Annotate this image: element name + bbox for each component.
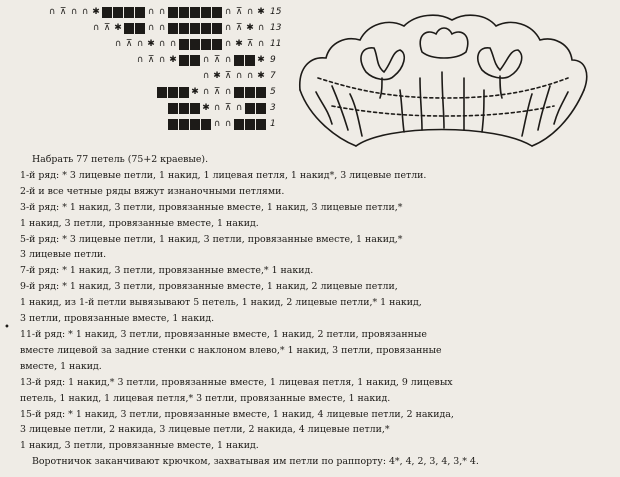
stitch-symbol: ✱ <box>246 22 254 33</box>
instruction-line: 3 лицевые петли, 2 накида, 3 лицевые петли, 2 накида, 4 лицевые петли,* <box>20 424 390 436</box>
stitch-symbol: ∩ <box>202 70 210 81</box>
knit-stitch-symbol <box>245 87 255 98</box>
stitch-symbol: ∩ <box>235 70 243 81</box>
instruction-line: 3 петли, провязанные вместе, 1 накид. <box>20 313 215 325</box>
instruction-line: 7-й ряд: * 1 накид, 3 петли, провязанные вместе,* 1 накид. <box>20 265 314 277</box>
row-number: 3 <box>270 103 276 113</box>
chart-row <box>134 54 266 66</box>
knit-stitch-symbol <box>179 23 189 34</box>
chart-row <box>112 38 266 50</box>
instruction-line: 2-й и все четные ряды вяжут изнаночными петлями. <box>20 185 285 197</box>
chart-row <box>156 86 266 98</box>
stitch-symbol: ✱ <box>257 6 265 17</box>
row-number: 5 <box>270 87 276 97</box>
margin-dot: • <box>4 322 10 333</box>
knit-stitch-symbol <box>245 55 255 66</box>
knit-stitch-symbol <box>256 119 266 130</box>
chart-row <box>90 22 266 34</box>
knit-stitch-symbol <box>190 39 200 50</box>
stitch-symbol: ✱ <box>169 54 177 65</box>
knit-stitch-symbol <box>168 7 178 18</box>
knit-stitch-symbol <box>201 119 211 130</box>
instructions-text <box>20 152 608 470</box>
knit-stitch-symbol <box>179 7 189 18</box>
knit-stitch-symbol <box>190 119 200 130</box>
stitch-symbol: ∩ <box>147 6 155 17</box>
stitch-symbol: ∩ <box>70 6 78 17</box>
stitch-symbol: ∩ <box>202 86 210 97</box>
chart-row <box>46 6 266 18</box>
knit-stitch-symbol <box>179 103 189 114</box>
knit-stitch-symbol <box>135 23 145 34</box>
knit-stitch-symbol <box>212 39 222 50</box>
instruction-line: 11-й ряд: * 1 накид, 3 петли, провязанные вместе, 1 накид, 2 петли, провязанные <box>20 328 427 340</box>
stitch-symbol: ∩ <box>158 54 166 65</box>
instruction-line: 13-й ряд: 1 накид,* 3 петли, провязанные вместе, 1 лицевая петля, 1 накид, 9 лицевых <box>20 376 453 388</box>
knit-stitch-symbol <box>190 23 200 34</box>
stitch-symbol: ∩ <box>224 86 232 97</box>
stitch-symbol: ∩ <box>246 70 254 81</box>
instruction-line: 1 накид, из 1-й петли вывязывают 5 петель, 1 накид, 2 лицевые петли,* 1 накид, <box>20 297 422 309</box>
stitch-symbol: ∩ <box>224 118 232 129</box>
knit-stitch-symbol <box>212 23 222 34</box>
collar-drawing <box>296 6 588 152</box>
stitch-symbol: ✱ <box>235 38 243 49</box>
knit-stitch-symbol <box>168 23 178 34</box>
instruction-line: 1-й ряд: * 3 лицевые петли, 1 накид, 1 лицевая петля, 1 накид*, 3 лицевые петли. <box>20 169 427 181</box>
stitch-symbol: ∩ <box>81 6 89 17</box>
stitch-symbol: ∩ <box>246 6 254 17</box>
stitch-symbol: ✱ <box>191 86 199 97</box>
instruction-line: вместе, 1 накид. <box>20 360 102 372</box>
stitch-symbol: ✱ <box>257 54 265 65</box>
knit-stitch-symbol <box>212 7 222 18</box>
knit-stitch-symbol <box>245 119 255 130</box>
stitch-symbol: ∩ <box>158 22 166 33</box>
instruction-line: петель, 1 накид, 1 лицевая петля,* 3 петли, провязанные вместе, 1 накид. <box>20 392 391 404</box>
knit-stitch-symbol <box>168 87 178 98</box>
knit-stitch-symbol <box>234 87 244 98</box>
stitch-symbol: ∩ <box>257 22 265 33</box>
stitch-symbol: ∩ <box>114 38 122 49</box>
stitch-symbol: ∩ <box>235 102 243 113</box>
stitch-symbol: ⊼ <box>147 54 155 65</box>
stitch-symbol: ✱ <box>257 70 265 81</box>
knit-stitch-symbol <box>234 119 244 130</box>
knit-stitch-symbol <box>256 103 266 114</box>
instruction-line: 3-й ряд: * 1 накид, 3 петли, провязанные вместе, 1 накид, 3 лицевые петли,* <box>20 201 403 213</box>
stitch-symbol: ✱ <box>114 22 122 33</box>
stitch-symbol: ⊼ <box>103 22 111 33</box>
chart-row <box>167 118 266 130</box>
stitch-symbol: ∩ <box>147 22 155 33</box>
stitch-symbol: ∩ <box>224 22 232 33</box>
stitch-symbol: ⊼ <box>235 6 243 17</box>
knit-stitch-symbol <box>190 7 200 18</box>
stitch-symbol: ⊼ <box>235 22 243 33</box>
stitch-symbol: ⊼ <box>213 54 221 65</box>
row-number: 9 <box>270 55 276 65</box>
knit-stitch-symbol <box>201 23 211 34</box>
instruction-line: 15-й ряд: * 1 накид, 3 петли, провязанные вместе, 1 накид, 4 лицевые петли, 2 накида, <box>20 408 454 420</box>
stitch-symbol: ∩ <box>158 38 166 49</box>
stitch-symbol: ✱ <box>147 38 155 49</box>
knit-stitch-symbol <box>135 7 145 18</box>
stitch-symbol: ✱ <box>213 70 221 81</box>
knit-stitch-symbol <box>124 7 134 18</box>
stitch-symbol: ⊼ <box>125 38 133 49</box>
stitch-symbol: ⊼ <box>224 102 232 113</box>
stitch-symbol: ∩ <box>213 102 221 113</box>
stitch-symbol: ∩ <box>136 38 144 49</box>
stitch-symbol: ∩ <box>136 54 144 65</box>
stitch-symbol: ⊼ <box>59 6 67 17</box>
row-number: 15 <box>270 7 282 17</box>
row-number: 7 <box>270 71 276 81</box>
knit-stitch-symbol <box>201 7 211 18</box>
instruction-line: 1 накид, 3 петли, провязанные вместе, 1 накид. <box>20 440 259 452</box>
stitch-symbol: ∩ <box>202 54 210 65</box>
knit-stitch-symbol <box>256 87 266 98</box>
stitch-symbol: ∩ <box>257 38 265 49</box>
knitting-chart <box>20 4 288 144</box>
knit-stitch-symbol <box>190 55 200 66</box>
knit-stitch-symbol <box>102 7 112 18</box>
stitch-symbol: ∩ <box>224 6 232 17</box>
stitch-symbol: ∩ <box>224 38 232 49</box>
stitch-symbol: ∩ <box>224 54 232 65</box>
instruction-line: 9-й ряд: * 1 накид, 3 петли, провязанные вместе, 1 накид, 2 лицевые петли, <box>20 281 398 293</box>
knit-stitch-symbol <box>234 55 244 66</box>
instruction-line: вместе лицевой за задние стенки с наклоном влево,* 1 накид, 3 петли, провязанные <box>20 344 442 356</box>
stitch-symbol: ∩ <box>92 22 100 33</box>
knit-stitch-symbol <box>168 103 178 114</box>
stitch-symbol: ∩ <box>169 38 177 49</box>
knit-stitch-symbol <box>179 119 189 130</box>
instruction-line: 5-й ряд: * 3 лицевые петли, 1 накид, 3 петли, провязанные вместе, 1 накид,* <box>20 233 403 245</box>
stitch-symbol: ✱ <box>92 6 100 17</box>
knit-stitch-symbol <box>124 23 134 34</box>
knit-stitch-symbol <box>113 7 123 18</box>
knit-stitch-symbol <box>190 103 200 114</box>
knit-stitch-symbol <box>157 87 167 98</box>
knit-stitch-symbol <box>179 55 189 66</box>
knit-stitch-symbol <box>179 87 189 98</box>
chart-row <box>200 70 266 82</box>
instruction-line: Набрать 77 петель (75+2 краевые). <box>32 154 209 165</box>
stitch-symbol: ∩ <box>213 118 221 129</box>
knit-stitch-symbol <box>201 39 211 50</box>
stitch-symbol: ∩ <box>48 6 56 17</box>
stitch-symbol: ⊼ <box>213 86 221 97</box>
instruction-line: 3 лицевые петли. <box>20 249 107 261</box>
stitch-symbol: ∩ <box>158 6 166 17</box>
knit-stitch-symbol <box>168 119 178 130</box>
knit-stitch-symbol <box>179 39 189 50</box>
row-number: 1 <box>270 119 276 129</box>
row-number: 13 <box>270 23 282 33</box>
row-number: 11 <box>270 39 282 49</box>
knit-stitch-symbol <box>245 103 255 114</box>
instruction-line: 1 накид, 3 петли, провязанные вместе, 1 накид. <box>20 217 259 229</box>
instruction-line: Воротничок заканчивают крючком, захватывая им петли по раппорту: 4*, 4, 2, 3, 4, 3,* 4. <box>32 456 479 468</box>
stitch-symbol: ✱ <box>202 102 210 113</box>
chart-row <box>167 102 266 114</box>
stitch-symbol: ⊼ <box>224 70 232 81</box>
stitch-symbol: ⊼ <box>246 38 254 49</box>
